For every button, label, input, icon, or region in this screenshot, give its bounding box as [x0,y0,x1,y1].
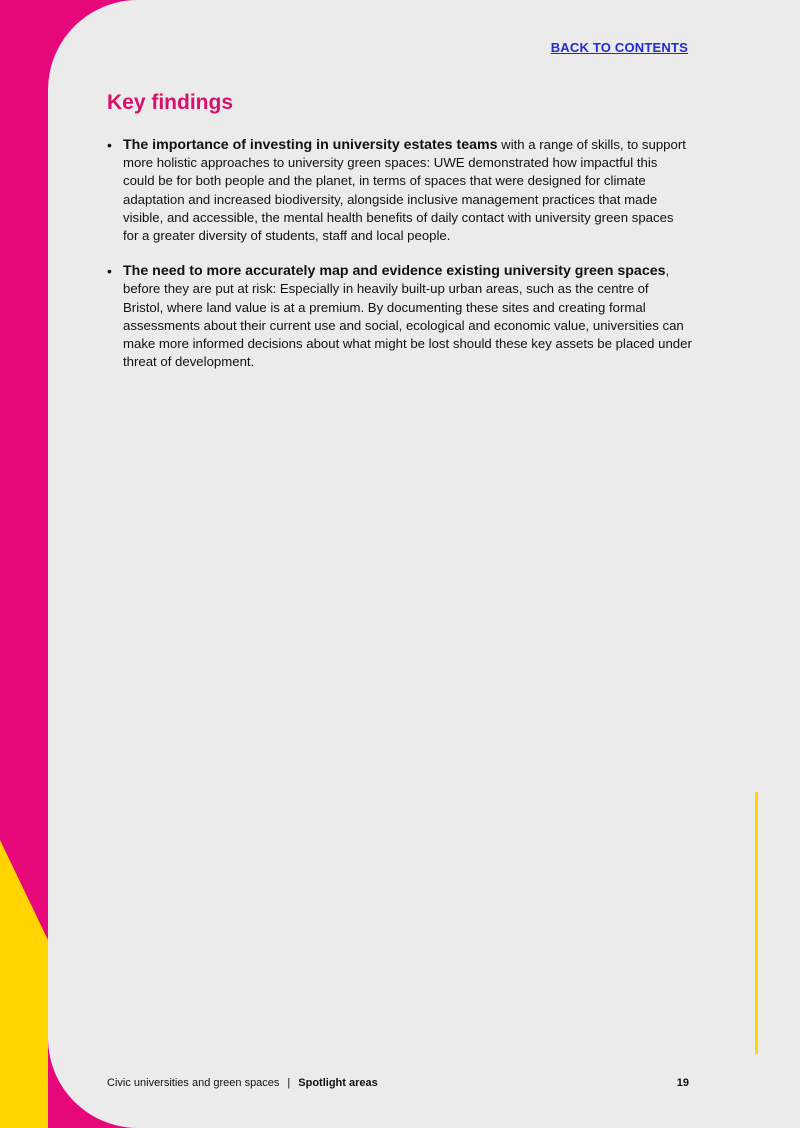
list-item [107,136,692,245]
back-to-contents-link[interactable]: BACK TO CONTENTS [550,40,688,55]
finding-text: with a range of skills, to support more holistic approaches to university green spaces: UWE demonstrated how impactful this could be for both people and the planet, in terms of spaces that were designed for climate adaptation and increased biodiversity, alongside inclusive management practices that made visible, and accessible, the mental health benefits of daily contact with university green spaces for a greater diversity of students, staff and local people. [123,137,686,244]
bullet-icon: • [107,137,112,153]
page-title: Key findings [107,91,234,114]
list-item [107,262,692,371]
finding-lead: The need to more accurately map and evidence existing university green spaces [123,263,666,280]
page-footer [107,1077,689,1089]
footer-separator: | [287,1077,291,1089]
page-number: 19 [676,1077,689,1089]
footer-document-title: Civic universities and green spaces [107,1077,280,1089]
finding-text: , before they are put at risk: Especially in heavily built-up urban areas, such as the centre of Bristol, where land value is at a premium. By documenting these sites and creating formal assessments about their current use and social, ecological and economic value, universities can make more informed decisions about what might be lost should these key assets be placed under threat of development. [123,263,692,370]
bullet-icon: • [107,263,112,280]
yellow-vertical-rule [755,792,758,1054]
footer-section-title: Spotlight areas [298,1077,378,1089]
key-findings-list [107,136,692,388]
finding-lead: The importance of investing in university estates teams [123,137,498,153]
